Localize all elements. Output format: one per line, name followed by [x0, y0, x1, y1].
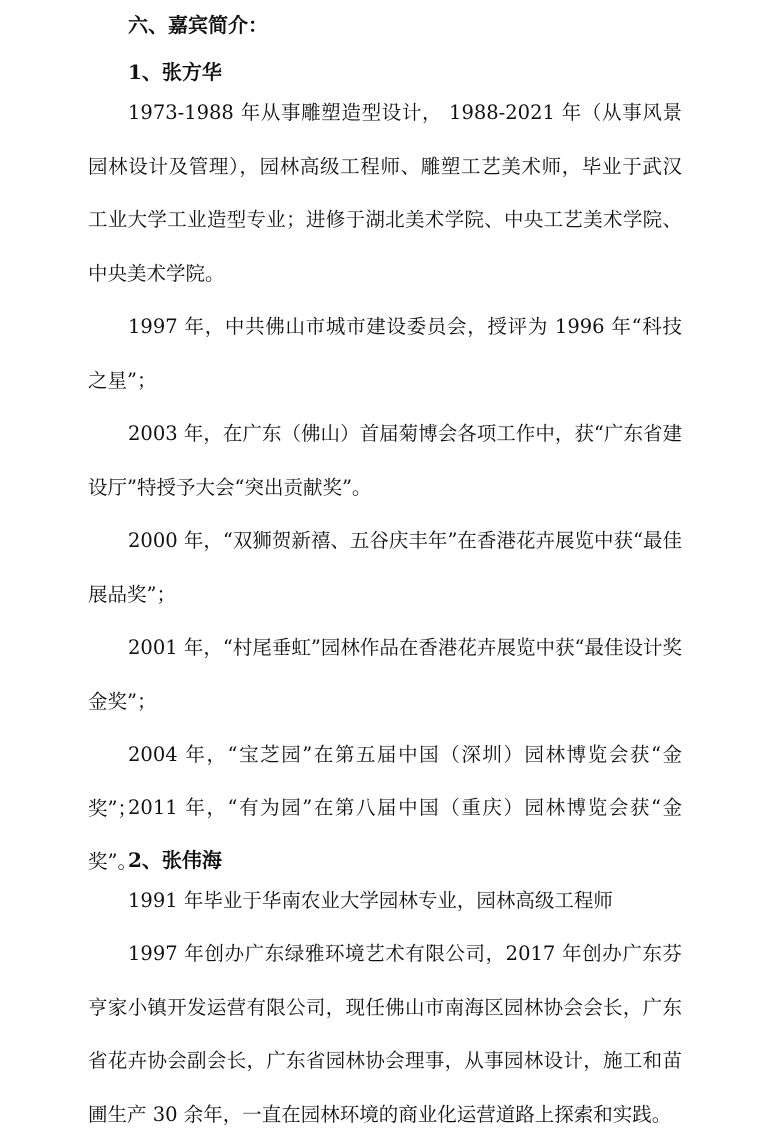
guest-2-career: 1997 年创办广东绿雅环境艺术有限公司，2017 年创办广东芬亨家小镇开发运营有限公司，现任佛山市南海区园林协会会长，广东省花卉协会副会长，广东省园林协会理事，从事园林设计，施工和苗圃生产 30 余年，一直在园林环境的商业化运营道路上探索和实践。 [88, 942, 682, 1126]
guest-1-heading: 1、张方华 [128, 60, 222, 84]
guest-1-award-2011: 2011 年，“有为园”在第八届中国（重庆）园林博览会获“金奖”。 [88, 796, 682, 873]
guest-1-award-2004: 2004 年，“宝芝园”在第五届中国（深圳）园林博览会获“金奖”； [88, 743, 682, 820]
guest-2-education: 1991 年毕业于华南农业大学园林专业，园林高级工程师 [128, 889, 613, 912]
guest-1-award-2001: 2001 年，“村尾垂虹”园林作品在香港花卉展览中获“最佳设计奖金奖”； [88, 636, 682, 713]
guest-2-heading: 2、张伟海 [128, 848, 222, 872]
guest-1-award-1997: 1997 年，中共佛山市城市建设委员会，授评为 1996 年“科技之星”； [88, 315, 682, 392]
guest-1-award-2003: 2003 年，在广东（佛山）首届菊博会各项工作中，获“广东省建设厅”特授予大会“突出贡献奖”。 [88, 422, 682, 499]
guest-1-bio-paragraph: 1973-1988 年从事雕塑造型设计， 1988-2021 年（从事风景园林设计及管理），园林高级工程师、雕塑工艺美术师，毕业于武汉工业大学工业造型专业；进修于湖北美术学院、中央工艺美术学院、中央美术学院。 [88, 101, 682, 285]
guest-1-award-2000: 2000 年，“双狮贺新禧、五谷庆丰年”在香港花卉展览中获“最佳展品奖”； [88, 529, 682, 606]
section-title: 六、嘉宾简介： [128, 13, 268, 37]
